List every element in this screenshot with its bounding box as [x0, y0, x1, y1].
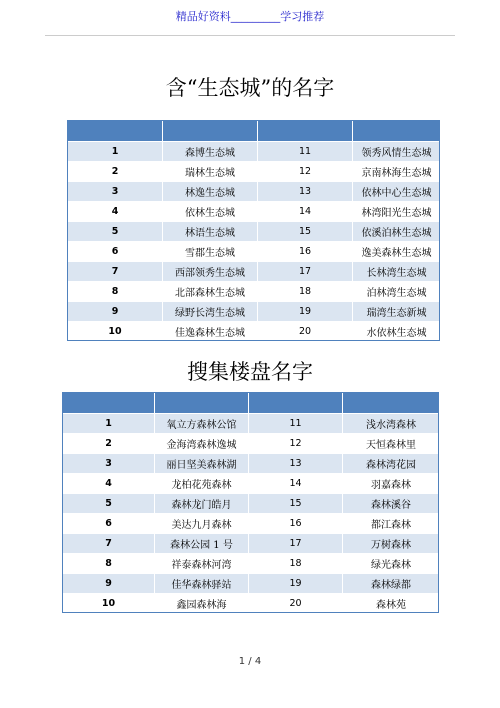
index-cell: 1 — [68, 142, 163, 162]
table-row — [63, 454, 440, 474]
name-cell: 都江森林 — [343, 514, 440, 534]
index-cell: 6 — [68, 242, 163, 262]
table-row — [63, 574, 440, 594]
index-cell: 3 — [63, 454, 155, 474]
index-cell: 6 — [63, 514, 155, 534]
name-cell: 森林龙门皓月 — [155, 494, 249, 514]
name-cell: 佳逸森林生态城 — [163, 322, 258, 342]
name-cell: 依溪泊林生态城 — [353, 222, 441, 242]
table-row — [68, 302, 441, 322]
header-cell — [163, 121, 258, 142]
table-row — [63, 494, 440, 514]
name-cell: 长林湾生态城 — [353, 262, 441, 282]
table-row — [63, 594, 440, 614]
table-row — [68, 282, 441, 302]
name-cell: 雪郡生态城 — [163, 242, 258, 262]
ecocity-names-table — [67, 120, 441, 342]
index-cell: 20 — [249, 594, 343, 614]
index-cell: 5 — [68, 222, 163, 242]
name-cell: 美达九月森林 — [155, 514, 249, 534]
section2-title: 搜集楼盘名字 — [187, 360, 313, 384]
header-text: 精品好资料 — [175, 10, 231, 23]
table-row — [68, 322, 441, 342]
index-cell: 11 — [249, 414, 343, 434]
name-cell: 泊林湾生态城 — [353, 282, 441, 302]
header-cell — [68, 121, 163, 142]
index-cell: 9 — [68, 302, 163, 322]
name-cell: 森林公园 1 号 — [155, 534, 249, 554]
name-cell: 森林绿都 — [343, 574, 440, 594]
index-cell: 2 — [63, 434, 155, 454]
name-cell: 逸美森林生态城 — [353, 242, 441, 262]
index-cell: 17 — [249, 534, 343, 554]
index-cell: 14 — [249, 474, 343, 494]
header-cell — [63, 393, 155, 414]
name-cell: 森林苑 — [343, 594, 440, 614]
name-cell: 领秀风情生态城 — [353, 142, 441, 162]
index-cell: 17 — [258, 262, 353, 282]
name-cell: 森博生态城 — [163, 142, 258, 162]
table-row — [63, 474, 440, 494]
name-cell: 依林生态城 — [163, 202, 258, 222]
index-cell: 16 — [249, 514, 343, 534]
header-divider — [45, 35, 455, 36]
name-cell: 水依林生态城 — [353, 322, 441, 342]
name-cell: 浅水湾森林 — [343, 414, 440, 434]
header-rule: _________ — [230, 10, 281, 23]
index-cell: 4 — [63, 474, 155, 494]
name-cell: 北部森林生态城 — [163, 282, 258, 302]
index-cell: 2 — [68, 162, 163, 182]
table-row — [63, 514, 440, 534]
table-header-row — [63, 393, 440, 414]
header-cell — [353, 121, 441, 142]
name-cell: 丽日坚美森林湖 — [155, 454, 249, 474]
index-cell: 18 — [258, 282, 353, 302]
index-cell: 4 — [68, 202, 163, 222]
name-cell: 金海湾森林逸城 — [155, 434, 249, 454]
index-cell: 20 — [258, 322, 353, 342]
index-cell: 15 — [249, 494, 343, 514]
name-cell: 绿光森林 — [343, 554, 440, 574]
name-cell: 京南林海生态城 — [353, 162, 441, 182]
index-cell: 19 — [258, 302, 353, 322]
table-row — [68, 182, 441, 202]
name-cell: 瑞林生态城 — [163, 162, 258, 182]
index-cell: 18 — [249, 554, 343, 574]
name-cell: 万树森林 — [343, 534, 440, 554]
building-names-table — [62, 392, 440, 614]
table-row — [68, 202, 441, 222]
name-cell: 森林溪谷 — [343, 494, 440, 514]
name-cell: 鑫园森林海 — [155, 594, 249, 614]
table-row — [63, 414, 440, 434]
header-cell — [343, 393, 440, 414]
page-number: 1 / 4 — [238, 656, 262, 667]
index-cell: 13 — [258, 182, 353, 202]
name-cell: 依林中心生态城 — [353, 182, 441, 202]
index-cell: 7 — [68, 262, 163, 282]
name-cell: 祥泰森林河湾 — [155, 554, 249, 574]
name-cell: 龙柏花苑森林 — [155, 474, 249, 494]
index-cell: 10 — [68, 322, 163, 342]
name-cell: 天恒森林里 — [343, 434, 440, 454]
index-cell: 10 — [63, 594, 155, 614]
index-cell: 12 — [249, 434, 343, 454]
name-cell: 羽嘉森林 — [343, 474, 440, 494]
index-cell: 7 — [63, 534, 155, 554]
table-row — [68, 242, 441, 262]
index-cell: 1 — [63, 414, 155, 434]
table-row — [68, 262, 441, 282]
index-cell: 8 — [68, 282, 163, 302]
header-cell — [258, 121, 353, 142]
name-cell: 林语生态城 — [163, 222, 258, 242]
table-row — [63, 534, 440, 554]
table-header-row — [68, 121, 441, 142]
name-cell: 绿野长湾生态城 — [163, 302, 258, 322]
index-cell: 8 — [63, 554, 155, 574]
section1-title: 含“生态城”的名字 — [165, 76, 335, 100]
page-header — [0, 8, 500, 24]
index-cell: 15 — [258, 222, 353, 242]
table-row — [63, 434, 440, 454]
index-cell: 13 — [249, 454, 343, 474]
index-cell: 16 — [258, 242, 353, 262]
table-row — [68, 222, 441, 242]
name-cell: 森林湾花园 — [343, 454, 440, 474]
index-cell: 5 — [63, 494, 155, 514]
name-cell: 西部领秀生态城 — [163, 262, 258, 282]
name-cell: 瑞湾生态新城 — [353, 302, 441, 322]
index-cell: 11 — [258, 142, 353, 162]
index-cell: 14 — [258, 202, 353, 222]
table-row — [68, 142, 441, 162]
name-cell: 林湾阳光生态城 — [353, 202, 441, 222]
name-cell: 佳华森林驿站 — [155, 574, 249, 594]
index-cell: 9 — [63, 574, 155, 594]
table-row — [68, 162, 441, 182]
name-cell: 林逸生态城 — [163, 182, 258, 202]
header-link[interactable]: 学习推荐 — [280, 10, 325, 23]
header-cell — [249, 393, 343, 414]
index-cell: 19 — [249, 574, 343, 594]
index-cell: 3 — [68, 182, 163, 202]
index-cell: 12 — [258, 162, 353, 182]
table-row — [63, 554, 440, 574]
name-cell: 氧立方森林公馆 — [155, 414, 249, 434]
header-cell — [155, 393, 249, 414]
